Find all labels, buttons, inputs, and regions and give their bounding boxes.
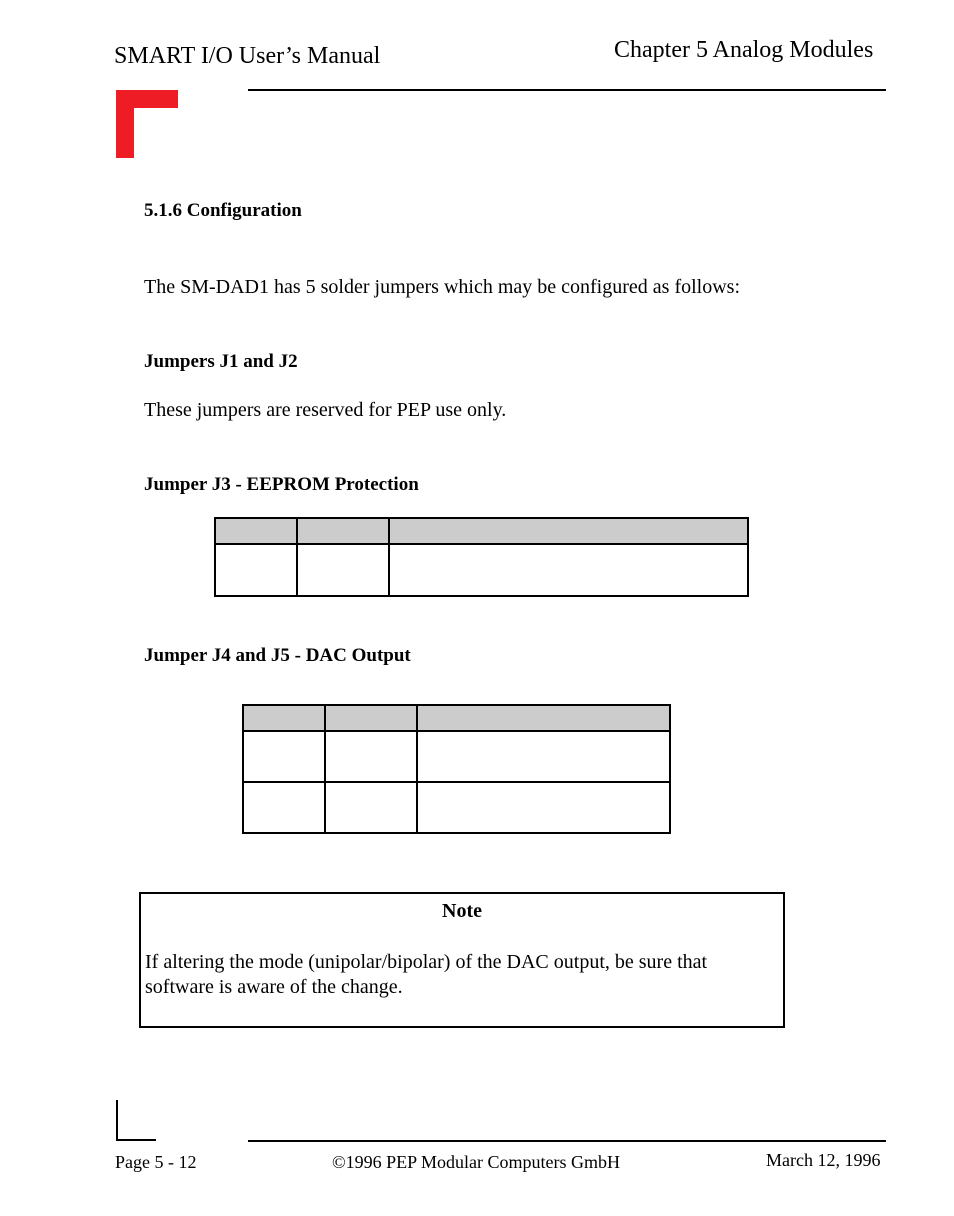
footer-rule	[248, 1140, 886, 1142]
section-heading: 5.1.6 Configuration	[144, 200, 302, 221]
table-row	[215, 544, 748, 596]
note-title: Note	[442, 900, 482, 922]
manual-title: SMART I/O User’s Manual	[114, 43, 381, 69]
table-header-row	[215, 518, 748, 544]
note-text: If altering the mode (unipolar/bipolar) of the DAC output, be sure that software is aware of the change.	[145, 951, 708, 998]
corner-mark-vertical	[116, 90, 134, 158]
footer-corner-horizontal	[116, 1139, 156, 1141]
page-number: Page 5 - 12	[115, 1152, 197, 1172]
j1-j2-text: These jumpers are reserved for PEP use only.	[144, 399, 507, 421]
intro-text: The SM-DAD1 has 5 solder jumpers which may be configured as follows:	[144, 276, 740, 298]
chapter-title: Chapter 5 Analog Modules	[614, 37, 874, 63]
j4-j5-table	[242, 704, 671, 834]
j4-j5-heading: Jumper J4 and J5 - DAC Output	[144, 645, 411, 666]
table-header-cell	[389, 518, 748, 544]
table-cell	[325, 782, 417, 833]
j1-j2-heading: Jumpers J1 and J2	[144, 351, 298, 372]
table-cell	[417, 731, 670, 782]
note-box	[139, 892, 785, 1028]
table-cell	[297, 544, 389, 596]
header-rule	[248, 89, 886, 91]
date: March 12, 1996	[766, 1150, 881, 1170]
table-header-cell	[215, 518, 297, 544]
table-header-cell	[417, 705, 670, 731]
table-header-cell	[243, 705, 325, 731]
table-cell	[325, 731, 417, 782]
table-cell	[243, 782, 325, 833]
table-cell	[215, 544, 297, 596]
table-cell	[389, 544, 748, 596]
table-row	[243, 731, 670, 782]
table-row	[243, 782, 670, 833]
table-header-cell	[325, 705, 417, 731]
table-header-row	[243, 705, 670, 731]
j3-table	[214, 517, 749, 597]
footer-corner-vertical	[116, 1100, 118, 1141]
copyright: ©1996 PEP Modular Computers GmbH	[332, 1152, 621, 1172]
table-header-cell	[297, 518, 389, 544]
table-cell	[417, 782, 670, 833]
j3-heading: Jumper J3 - EEPROM Protection	[144, 474, 419, 495]
table-cell	[243, 731, 325, 782]
